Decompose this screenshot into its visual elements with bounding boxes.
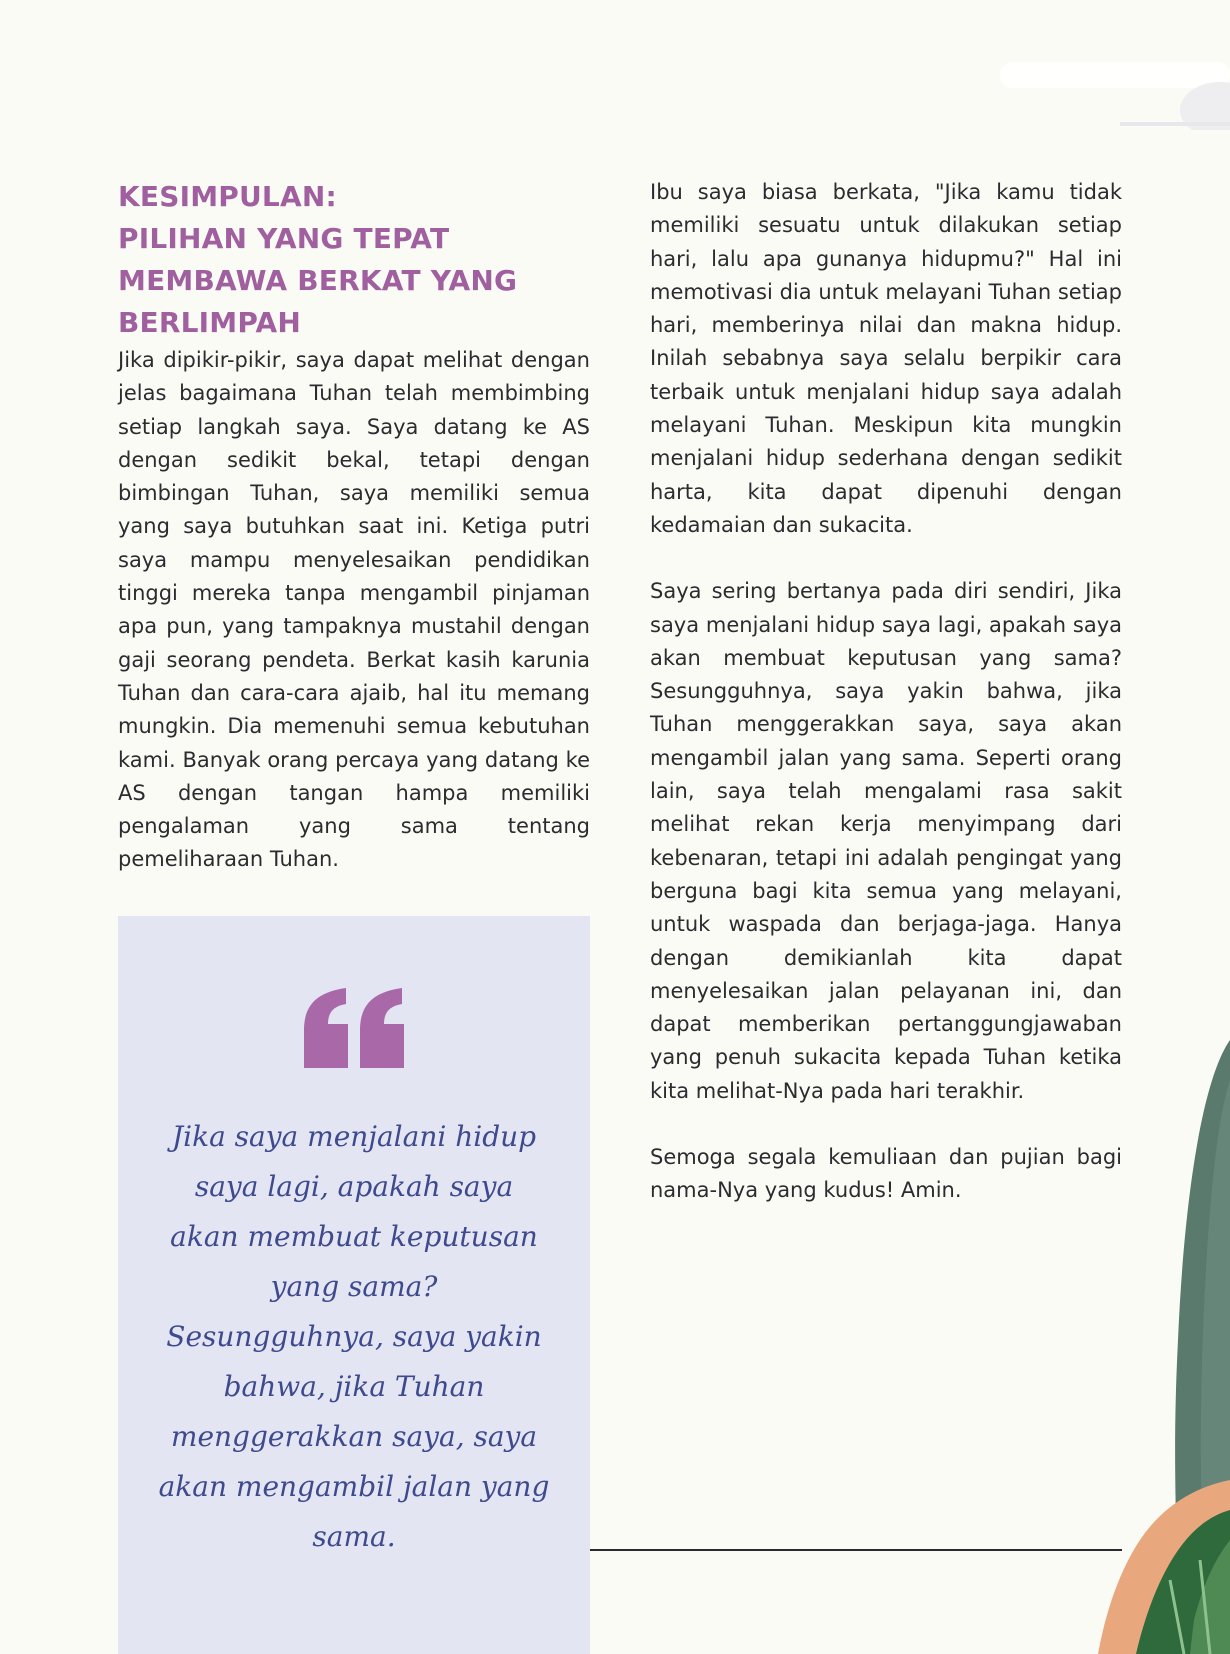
quote-mark-icon <box>304 988 404 1068</box>
left-column <box>118 176 590 877</box>
plant-illustration <box>970 1040 1230 1654</box>
body-paragraph: Saya sering bertanya pada diri sendiri, Jika saya menjalani hidup saya lagi, apakah saya akan membuat keputusan yang sama? Sesungguhnya, saya yakin bahwa, jika Tuhan menggerakkan saya, saya akan mengambil jalan yang sama. Seperti orang lain, saya telah mengalami rasa sakit melihat rekan kerja menyimpang dari kebenaran, tetapi ini adalah pengingat yang berguna bagi kita semua yang melayani, untuk waspada dan berjaga-jaga. Hanya dengan demikianlah kita dapat menyelesaikan jalan pelayanan ini, dan dapat memberikan pertanggungjawaban yang penuh sukacita kepada Tuhan ketika kita melihat-Nya pada hari terakhir. <box>650 579 1122 1103</box>
heading-line: BERLIMPAH <box>118 306 302 339</box>
body-paragraph: Jika dipikir-pikir, saya dapat melihat dengan jelas bagaimana Tuhan telah membimbing setiap langkah saya. Saya datang ke AS dengan sedikit bekal, tetapi dengan bimbingan Tuhan, saya memiliki semua yang saya butuhkan saat ini. Ketiga putri saya mampu menyelesaikan pendidikan tinggi mereka tanpa mengambil pinjaman apa pun, yang tampaknya mustahil dengan gaji seorang pendeta. Berkat kasih karunia Tuhan dan cara-cara ajaib, hal itu memang mungkin. Dia memenuhi semua kebutuhan kami. Banyak orang percaya yang datang ke AS dengan tangan hampa memiliki pengalaman yang sama tentang pemeliharaan Tuhan. <box>118 348 590 872</box>
decorative-cloud-shape <box>970 60 1230 130</box>
heading-line: KESIMPULAN: <box>118 180 337 213</box>
heading-line: MEMBAWA BERKAT YANG <box>118 264 518 297</box>
pull-quote-text: Jika saya menjalani hidup saya lagi, apakah saya akan membuat keputusan yang sama? Sesungguhnya, saya yakin bahwa, jika Tuhan menggerakkan saya, saya akan mengambil jalan yang sama. <box>158 1120 550 1553</box>
body-paragraph: Semoga segala kemuliaan dan pujian bagi nama-Nya yang kudus! Amin. <box>650 1145 1122 1203</box>
heading-line: PILIHAN YANG TEPAT <box>118 222 450 255</box>
body-paragraph: Ibu saya biasa berkata, "Jika kamu tidak memiliki sesuatu untuk dilakukan setiap hari, lalu apa gunanya hidupmu?" Hal ini memotivasi dia untuk melayani Tuhan setiap hari, memberinya nilai dan makna hidup. Inilah sebabnya saya selalu berpikir cara terbaik untuk menjalani hidup saya adalah melayani Tuhan. Meskipun kita mungkin menjalani hidup sederhana dengan sedikit harta, kita dapat dipenuhi dengan kedamaian dan sukacita. <box>650 180 1122 537</box>
pull-quote-box <box>118 916 590 1654</box>
section-heading <box>118 176 590 344</box>
